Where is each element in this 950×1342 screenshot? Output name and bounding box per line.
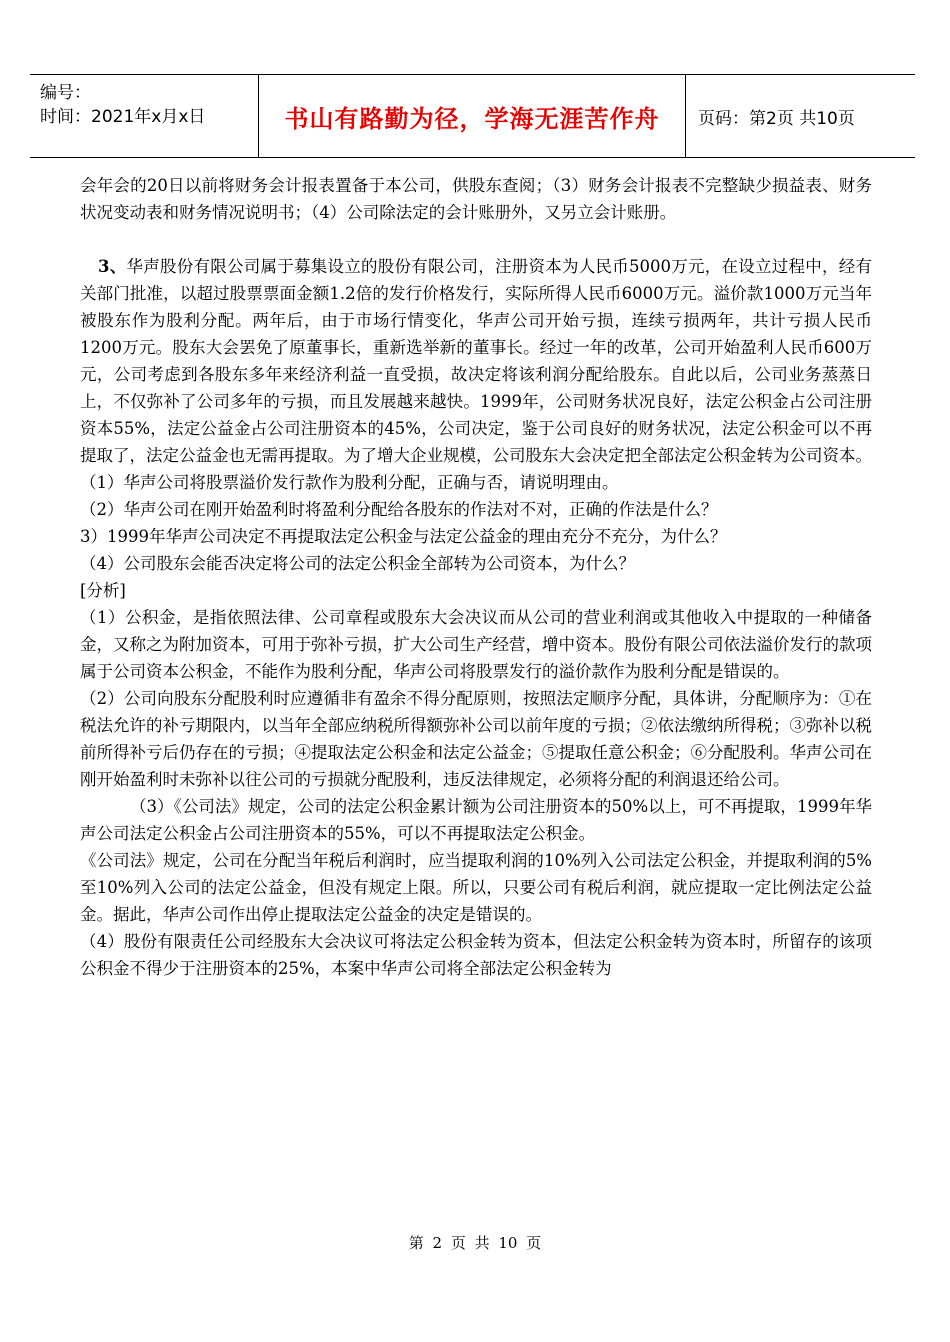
case-number: 3、	[98, 257, 127, 276]
page-header	[30, 74, 915, 158]
question-3: 3）1999年华声公司决定不再提取法定公积金与法定公益金的理由充分不充分，为什么？	[80, 527, 727, 546]
header-meta	[30, 75, 258, 157]
question-4: （4）公司股东会能否决定将公司的法定公积金全部转为公司资本，为什么？	[80, 554, 635, 573]
document-body	[80, 172, 872, 982]
continued-paragraph: 会年会的20日以前将财务会计报表置备于本公司，供股东查阅；（3）财务会计报表不完整缺少损益表、财务状况变动表和财务情况说明书；（4）公司除法定的会计账册外，又另立会计账册。	[80, 176, 872, 222]
header-motto: 书山有路勤为径，学海无涯苦作舟	[258, 75, 686, 157]
question-1: （1）华声公司将股票溢价发行款作为股利分配，正确与否，请说明理由。	[80, 473, 619, 492]
analysis-label: [分析]	[80, 581, 126, 600]
header-page-label: 页码：第2页 共10页	[698, 108, 855, 129]
analysis-2: （2）公司向股东分配股利时应遵循非有盈余不得分配原则，按照法定顺序分配，具体讲，分配顺序为：①在税法允许的补亏期限内，以当年全部应纳税所得额弥补公司以前年度的亏损；②依法缴纳所得税；③弥补以税前所得补亏后仍存在的亏损；④提取法定公积金和法定公益金；⑤提取任意公积金；⑥分配股利。华声公司在刚开始盈利时未弥补以往公司的亏损就分配股利，违反法律规定，必须将分配的利润退还给公司。	[80, 689, 872, 789]
analysis-3b: 《公司法》规定，公司在分配当年税后利润时，应当提取利润的10%列入公司法定公积金，并提取利润的5%至10%列入公司的法定公益金，但没有规定上限。所以，只要公司有税后利润，就应提取一定比例法定公益金。据此，华声公司作出停止提取法定公益金的决定是错误的。	[80, 851, 872, 924]
analysis-4: （4）股份有限责任公司经股东大会决议可将法定公积金转为资本，但法定公积金转为资本时，所留存的该项公积金不得少于注册资本的25%，本案中华声公司将全部法定公积金转为	[80, 932, 872, 978]
time-label: 时间：2021年x月x日	[40, 107, 206, 127]
analysis-1: （1）公积金，是指依照法律、公司章程或股东大会决议而从公司的营业利润或其他收入中提取的一种储备金，又称之为附加资本，可用于弥补亏损，扩大公司生产经营，增中资本。股份有限公司依法溢价发行的款项属于公司资本公积金，不能作为股利分配，华声公司将股票发行的溢价款作为股利分配是错误的。	[80, 608, 872, 681]
case-text: 华声股份有限公司属于募集设立的股份有限公司，注册资本为人民币5000万元，在设立过程中，经有关部门批准，以超过股票票面金额1.2倍的发行价格发行，实际所得人民币6000万元。溢价款1000万元当年被股东作为股利分配。两年后，由于市场行情变化，华声公司开始亏损，连续亏损两年，共计亏损人民币1200万元。股东大会罢免了原董事长，重新选举新的董事长。经过一年的改革，公司开始盈利人民币600万元，公司考虑到各股东多年来经济利益一直受损，故决定将该利润分配给股东。自此以后，公司业务蒸蒸日上，不仅弥补了公司多年的亏损，而且发展越来越快。1999年，公司财务状况良好，法定公积金占公司注册资本55%，法定公益金占公司注册资本的45%，公司决定，鉴于公司良好的财务状况，法定公积金可以不再提取了，法定公益金也无需再提取。为了增大企业规模，公司股东大会决定把全部法定公积金转为公司资本。	[80, 257, 872, 465]
page-footer: 第 2 页 共 10 页	[408, 1234, 542, 1252]
question-2: （2）华声公司在刚开始盈利时将盈利分配给各股东的作法对不对，正确的作法是什么？	[80, 500, 718, 519]
analysis-3: （3）《公司法》规定，公司的法定公积金累计额为公司注册资本的50%以上，可不再提取，1999年华声公司法定公积金占公司注册资本的55%，可以不再提取法定公积金。	[80, 797, 872, 843]
case-paragraph	[80, 253, 872, 469]
number-label: 编号：	[40, 83, 91, 103]
